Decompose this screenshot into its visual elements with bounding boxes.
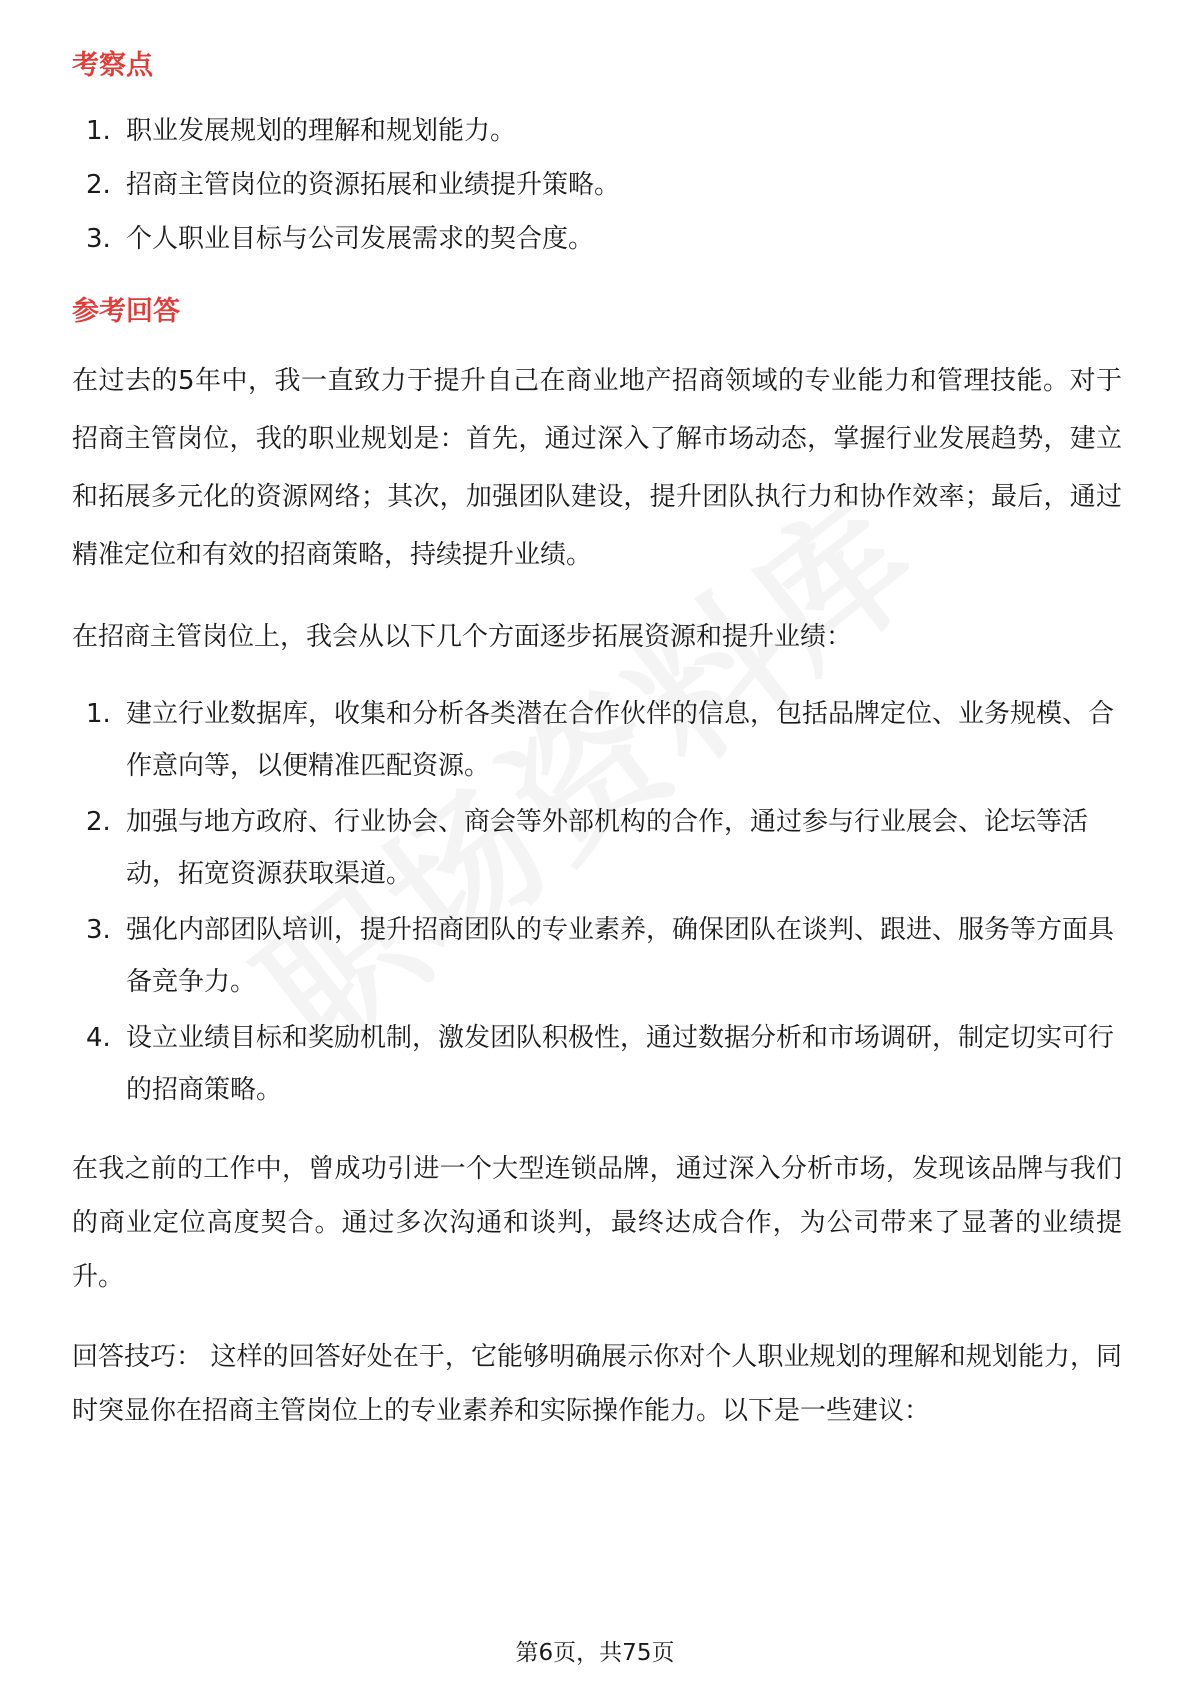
answer-paragraph-3: 在我之前的工作中，曾成功引进一个大型连锁品牌，通过深入分析市场，发现该品牌与我们的商业定位高度契合。通过多次沟通和谈判，最终达成合作，为公司带来了显著的业绩提升。 — [72, 1154, 1122, 1292]
section-title-inspection-points: 考察点 — [72, 50, 153, 81]
answer-paragraph-2: 在招商主管岗位上，我会从以下几个方面逐步拓展资源和提升业绩： — [72, 622, 853, 652]
list-item: 1. 建立行业数据库，收集和分析各类潜在合作伙伴的信息，包括品牌定位、业务规模、合作意向等，以便精准匹配资源。 — [86, 699, 1115, 781]
page-number: 第6页，共75页 — [515, 1640, 675, 1666]
answer-tips-paragraph: 回答技巧： 这样的回答好处在于，它能够明确展示你对个人职业规划的理解和规划能力，同时突显你在招商主管岗位上的专业素养和实际操作能力。以下是一些建议： — [72, 1342, 1122, 1426]
content — [72, 46, 1122, 1438]
list-item: 2. 招商主管岗位的资源拓展和业绩提升策略。 — [86, 170, 621, 200]
list-item: 4. 设立业绩目标和奖励机制，激发团队积极性，通过数据分析和市场调研，制定切实可行的招商策略。 — [86, 1023, 1115, 1105]
list-item: 3. 强化内部团队培训，提升招商团队的专业素养，确保团队在谈判、跟进、服务等方面具备竞争力。 — [86, 915, 1115, 997]
inspection-points-list — [72, 102, 1122, 268]
list-item: 2. 加强与地方政府、行业协会、商会等外部机构的合作，通过参与行业展会、论坛等活动，拓宽资源获取渠道。 — [86, 807, 1089, 889]
answer-steps-list — [72, 688, 1122, 1116]
list-item: 3. 个人职业目标与公司发展需求的契合度。 — [86, 224, 595, 254]
section-title-reference-answer: 参考回答 — [72, 296, 180, 327]
list-item: 1. 职业发展规划的理解和规划能力。 — [86, 116, 517, 146]
answer-paragraph-1: 在过去的5年中，我一直致力于提升自己在商业地产招商领域的专业能力和管理技能。对于招商主管岗位，我的职业规划是：首先，通过深入了解市场动态，掌握行业发展趋势，建立和拓展多元化的资源网络；其次，加强团队建设，提升团队执行力和协作效率；最后，通过精准定位和有效的招商策略，持续提升业绩。 — [72, 366, 1122, 570]
